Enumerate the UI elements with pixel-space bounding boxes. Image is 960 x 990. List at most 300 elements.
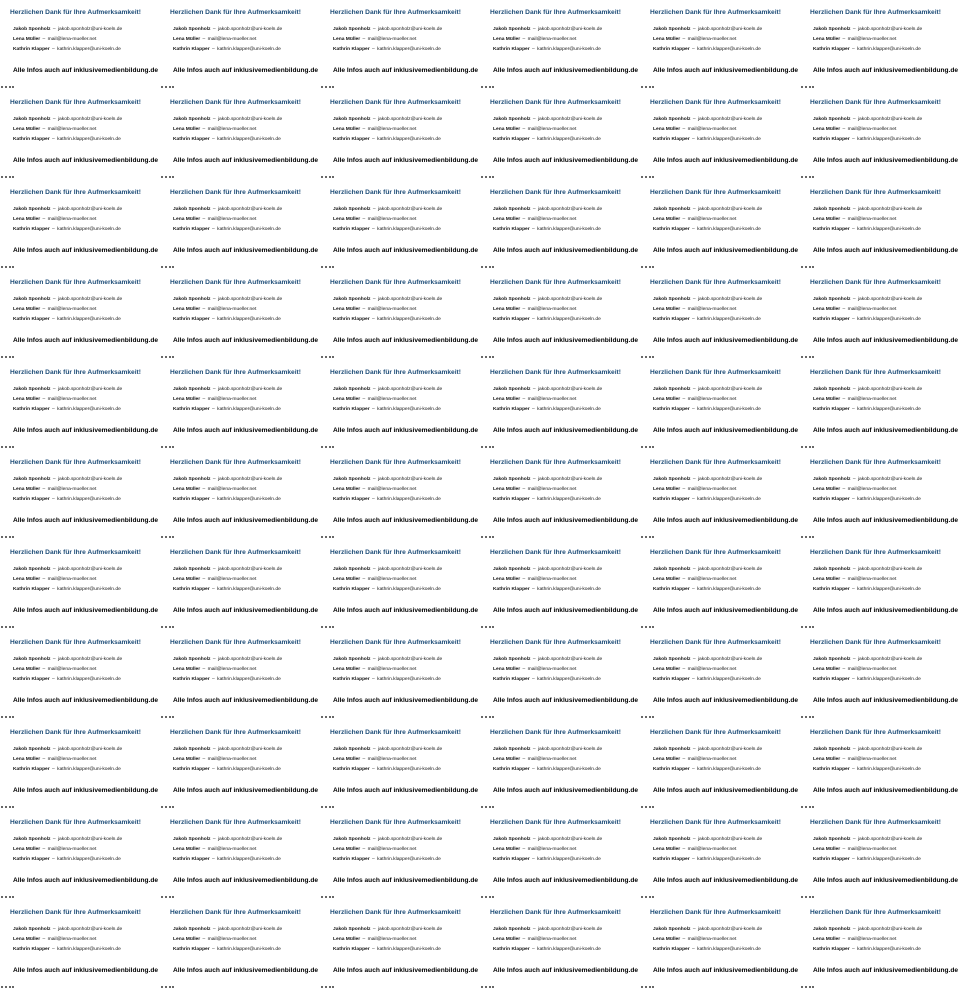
contact-name: Jakob Sponholz bbox=[493, 747, 531, 752]
contact-separator: – bbox=[531, 477, 537, 482]
slide-thumbnail[interactable] bbox=[160, 720, 320, 810]
slide-thumbnail[interactable] bbox=[160, 90, 320, 180]
slide-thumbnail[interactable] bbox=[0, 900, 160, 990]
slide-footer: Alle Infos auch auf inklusivemedienbildung.de bbox=[173, 607, 319, 614]
contact-name: Lena Müller bbox=[13, 937, 41, 942]
contact-name: Lena Müller bbox=[813, 307, 841, 312]
slide-title: Herzlichen Dank für Ihre Aufmerksamkeit! bbox=[490, 549, 621, 556]
contact-line bbox=[493, 677, 601, 682]
contact-line bbox=[813, 37, 896, 42]
contact-email: mail@lena-mueller.net bbox=[687, 37, 737, 42]
slide-footer: Alle Infos auch auf inklusivemedienbildung.de bbox=[653, 787, 799, 794]
contact-email: jakob.sponholz@uni-koeln.de bbox=[377, 27, 443, 32]
contact-separator: – bbox=[210, 497, 217, 502]
contact-line bbox=[493, 837, 602, 842]
contact-email: jakob.sponholz@uni-koeln.de bbox=[857, 747, 923, 752]
contact-separator: – bbox=[51, 657, 57, 662]
contact-line bbox=[13, 117, 122, 122]
contact-email: mail@lena-mueller.net bbox=[527, 307, 577, 312]
contact-separator: – bbox=[850, 227, 857, 232]
slide-title: Herzlichen Dank für Ihre Aufmerksamkeit! bbox=[170, 9, 301, 16]
contact-separator: – bbox=[691, 387, 697, 392]
contact-separator: – bbox=[201, 937, 207, 942]
slide-footer: Alle Infos auch auf inklusivemedienbildung.de bbox=[13, 787, 159, 794]
contact-email: kathrin.klapper@uni-koeln.de bbox=[57, 947, 121, 952]
contact-email: jakob.sponholz@uni-koeln.de bbox=[57, 747, 123, 752]
contact-email: jakob.sponholz@uni-koeln.de bbox=[57, 927, 123, 932]
slide-title: Herzlichen Dank für Ihre Aufmerksamkeit! bbox=[490, 279, 621, 286]
contact-separator: – bbox=[850, 947, 857, 952]
slide-thumbnail[interactable] bbox=[0, 720, 160, 810]
slide-title: Herzlichen Dank für Ihre Aufmerksamkeit! bbox=[810, 639, 941, 646]
contact-line bbox=[813, 487, 896, 492]
contact-email: kathrin.klapper@uni-koeln.de bbox=[697, 587, 761, 592]
contact-line bbox=[13, 487, 96, 492]
contact-email: mail@lena-mueller.net bbox=[47, 37, 97, 42]
contact-name: Kathrin Klapper bbox=[653, 227, 690, 232]
contact-separator: – bbox=[50, 227, 57, 232]
slide-footer: Alle Infos auch auf inklusivemedienbildung.de bbox=[813, 247, 959, 254]
contact-separator: – bbox=[361, 397, 367, 402]
slide-thumbnail[interactable] bbox=[800, 900, 960, 990]
contact-separator: – bbox=[50, 767, 57, 772]
contact-email: jakob.sponholz@uni-koeln.de bbox=[697, 747, 763, 752]
logo-icon bbox=[1, 266, 15, 268]
slide-thumbnail[interactable] bbox=[800, 720, 960, 810]
contact-name: Jakob Sponholz bbox=[13, 207, 51, 212]
contact-separator: – bbox=[210, 677, 217, 682]
contact-separator: – bbox=[691, 117, 697, 122]
logo-icon bbox=[641, 806, 655, 808]
slide-thumbnail[interactable] bbox=[480, 270, 640, 360]
contact-name: Lena Müller bbox=[493, 397, 521, 402]
contact-name: Lena Müller bbox=[653, 847, 681, 852]
slide-thumbnail[interactable] bbox=[320, 270, 480, 360]
contact-separator: – bbox=[530, 317, 537, 322]
contact-separator: – bbox=[41, 127, 47, 132]
slide-title: Herzlichen Dank für Ihre Aufmerksamkeit! bbox=[330, 189, 461, 196]
contact-email: kathrin.klapper@uni-koeln.de bbox=[377, 767, 441, 772]
slide-thumbnail[interactable] bbox=[0, 810, 160, 900]
slide-thumbnail[interactable] bbox=[0, 360, 160, 450]
logo-icon bbox=[161, 356, 175, 358]
slide-thumbnail[interactable] bbox=[800, 630, 960, 720]
contact-separator: – bbox=[841, 307, 847, 312]
slide-thumbnail[interactable] bbox=[320, 720, 480, 810]
contact-name: Kathrin Klapper bbox=[653, 767, 690, 772]
slide-title: Herzlichen Dank für Ihre Aufmerksamkeit! bbox=[490, 729, 621, 736]
slide-footer: Alle Infos auch auf inklusivemedienbildung.de bbox=[653, 157, 799, 164]
contact-separator: – bbox=[690, 47, 697, 52]
contact-name: Kathrin Klapper bbox=[493, 497, 530, 502]
contact-email: jakob.sponholz@uni-koeln.de bbox=[377, 747, 443, 752]
contact-line bbox=[13, 397, 96, 402]
contact-email: kathrin.klapper@uni-koeln.de bbox=[217, 767, 281, 772]
contact-separator: – bbox=[211, 837, 217, 842]
contact-line bbox=[653, 667, 736, 672]
contact-separator: – bbox=[691, 747, 697, 752]
contact-separator: – bbox=[211, 207, 217, 212]
contact-email: mail@lena-mueller.net bbox=[527, 487, 577, 492]
logo-icon bbox=[1, 986, 15, 988]
slide-thumbnail[interactable] bbox=[480, 540, 640, 630]
contact-name: Kathrin Klapper bbox=[813, 857, 850, 862]
logo-icon bbox=[161, 986, 175, 988]
contact-separator: – bbox=[850, 857, 857, 862]
slide-thumbnail[interactable] bbox=[320, 360, 480, 450]
slide-thumbnail[interactable] bbox=[640, 270, 800, 360]
contact-line bbox=[493, 477, 602, 482]
contact-separator: – bbox=[201, 847, 207, 852]
contact-name: Jakob Sponholz bbox=[13, 387, 51, 392]
contact-email: jakob.sponholz@uni-koeln.de bbox=[377, 117, 443, 122]
logo-icon bbox=[481, 896, 495, 898]
contact-name: Kathrin Klapper bbox=[813, 407, 850, 412]
contact-line bbox=[13, 757, 96, 762]
contact-line bbox=[173, 487, 256, 492]
contact-separator: – bbox=[531, 567, 537, 572]
contact-email: kathrin.klapper@uni-koeln.de bbox=[57, 227, 121, 232]
contact-name: Lena Müller bbox=[173, 937, 201, 942]
contact-email: kathrin.klapper@uni-koeln.de bbox=[697, 857, 761, 862]
contact-name: Lena Müller bbox=[653, 937, 681, 942]
slide-title: Herzlichen Dank für Ihre Aufmerksamkeit! bbox=[650, 99, 781, 106]
contact-line bbox=[333, 227, 441, 232]
contact-separator: – bbox=[41, 217, 47, 222]
contact-line bbox=[173, 847, 256, 852]
slide-thumbnail[interactable] bbox=[0, 450, 160, 540]
contact-separator: – bbox=[210, 47, 217, 52]
contact-line bbox=[333, 397, 416, 402]
slide-thumbnail[interactable] bbox=[320, 810, 480, 900]
contact-email: kathrin.klapper@uni-koeln.de bbox=[57, 407, 121, 412]
contact-name: Kathrin Klapper bbox=[653, 497, 690, 502]
contact-line bbox=[493, 317, 601, 322]
slide-thumbnail[interactable] bbox=[480, 900, 640, 990]
slide-thumbnail[interactable] bbox=[640, 360, 800, 450]
contact-separator: – bbox=[201, 397, 207, 402]
slide-thumbnail[interactable] bbox=[800, 810, 960, 900]
contact-line bbox=[813, 657, 922, 662]
slide-thumbnail[interactable] bbox=[320, 450, 480, 540]
contact-name: Jakob Sponholz bbox=[653, 27, 691, 32]
contact-email: kathrin.klapper@uni-koeln.de bbox=[537, 407, 601, 412]
slide-footer: Alle Infos auch auf inklusivemedienbildung.de bbox=[173, 787, 319, 794]
contact-separator: – bbox=[690, 587, 697, 592]
slide-footer: Alle Infos auch auf inklusivemedienbildung.de bbox=[333, 787, 479, 794]
slide-thumbnail[interactable] bbox=[320, 900, 480, 990]
contact-name: Jakob Sponholz bbox=[13, 927, 51, 932]
slide-thumbnail[interactable] bbox=[480, 720, 640, 810]
slide-thumbnail[interactable] bbox=[640, 90, 800, 180]
logo-icon bbox=[801, 176, 815, 178]
slide-thumbnail[interactable] bbox=[0, 630, 160, 720]
contact-email: kathrin.klapper@uni-koeln.de bbox=[537, 767, 601, 772]
slide-thumbnail[interactable] bbox=[640, 720, 800, 810]
contact-email: mail@lena-mueller.net bbox=[687, 757, 737, 762]
slide-thumbnail[interactable] bbox=[800, 450, 960, 540]
contact-email: mail@lena-mueller.net bbox=[847, 397, 897, 402]
contact-name: Lena Müller bbox=[13, 667, 41, 672]
slide-thumbnail[interactable] bbox=[160, 450, 320, 540]
contact-name: Lena Müller bbox=[333, 217, 361, 222]
slide-thumbnail[interactable] bbox=[0, 540, 160, 630]
slide-thumbnail[interactable] bbox=[160, 540, 320, 630]
contact-name: Jakob Sponholz bbox=[333, 297, 371, 302]
slide-thumbnail[interactable] bbox=[640, 630, 800, 720]
contact-separator: – bbox=[370, 497, 377, 502]
contact-name: Kathrin Klapper bbox=[13, 767, 50, 772]
contact-name: Kathrin Klapper bbox=[653, 677, 690, 682]
contact-line bbox=[13, 227, 121, 232]
slide-footer: Alle Infos auch auf inklusivemedienbildung.de bbox=[173, 697, 319, 704]
contact-line bbox=[813, 127, 896, 132]
contact-line bbox=[333, 307, 416, 312]
contact-separator: – bbox=[201, 217, 207, 222]
contact-name: Jakob Sponholz bbox=[493, 477, 531, 482]
contact-line bbox=[13, 857, 121, 862]
slide-thumbnail[interactable] bbox=[480, 630, 640, 720]
slide-thumbnail[interactable] bbox=[800, 90, 960, 180]
slide-footer: Alle Infos auch auf inklusivemedienbildung.de bbox=[653, 697, 799, 704]
contact-name: Jakob Sponholz bbox=[173, 657, 211, 662]
contact-separator: – bbox=[210, 407, 217, 412]
contact-separator: – bbox=[41, 667, 47, 672]
slide-thumbnail[interactable] bbox=[640, 450, 800, 540]
contact-name: Jakob Sponholz bbox=[813, 837, 851, 842]
contact-line bbox=[813, 677, 921, 682]
logo-icon bbox=[161, 446, 175, 448]
contact-separator: – bbox=[841, 127, 847, 132]
contact-email: mail@lena-mueller.net bbox=[207, 667, 257, 672]
slide-thumbnail[interactable] bbox=[800, 540, 960, 630]
slide-footer: Alle Infos auch auf inklusivemedienbildung.de bbox=[333, 967, 479, 974]
contact-email: mail@lena-mueller.net bbox=[847, 937, 897, 942]
slide-thumbnail[interactable] bbox=[640, 540, 800, 630]
contact-name: Kathrin Klapper bbox=[653, 137, 690, 142]
contact-email: kathrin.klapper@uni-koeln.de bbox=[377, 407, 441, 412]
contact-email: jakob.sponholz@uni-koeln.de bbox=[857, 387, 923, 392]
contact-name: Kathrin Klapper bbox=[813, 767, 850, 772]
contact-separator: – bbox=[530, 407, 537, 412]
contact-email: mail@lena-mueller.net bbox=[47, 667, 97, 672]
contact-name: Jakob Sponholz bbox=[173, 747, 211, 752]
logo-icon bbox=[321, 266, 335, 268]
contact-line bbox=[813, 407, 921, 412]
contact-email: jakob.sponholz@uni-koeln.de bbox=[377, 297, 443, 302]
slide-thumbnail[interactable] bbox=[320, 180, 480, 270]
slide-footer: Alle Infos auch auf inklusivemedienbildung.de bbox=[813, 517, 959, 524]
slide-title: Herzlichen Dank für Ihre Aufmerksamkeit! bbox=[490, 189, 621, 196]
slide-title: Herzlichen Dank für Ihre Aufmerksamkeit! bbox=[650, 279, 781, 286]
slide-footer: Alle Infos auch auf inklusivemedienbildung.de bbox=[173, 337, 319, 344]
contact-separator: – bbox=[211, 567, 217, 572]
contact-email: kathrin.klapper@uni-koeln.de bbox=[57, 497, 121, 502]
contact-name: Jakob Sponholz bbox=[333, 117, 371, 122]
contact-email: jakob.sponholz@uni-koeln.de bbox=[697, 297, 763, 302]
slide-footer: Alle Infos auch auf inklusivemedienbildung.de bbox=[493, 247, 639, 254]
contact-email: mail@lena-mueller.net bbox=[47, 847, 97, 852]
contact-line bbox=[333, 47, 441, 52]
contact-email: mail@lena-mueller.net bbox=[367, 847, 417, 852]
contact-name: Kathrin Klapper bbox=[493, 47, 530, 52]
contact-line bbox=[653, 677, 761, 682]
slide-thumbnail[interactable] bbox=[160, 180, 320, 270]
slide-thumbnail[interactable] bbox=[160, 810, 320, 900]
slide-footer: Alle Infos auch auf inklusivemedienbildung.de bbox=[173, 517, 319, 524]
logo-icon bbox=[161, 536, 175, 538]
slide-thumbnail[interactable] bbox=[480, 180, 640, 270]
contact-email: jakob.sponholz@uni-koeln.de bbox=[857, 297, 923, 302]
slide-title: Herzlichen Dank für Ihre Aufmerksamkeit! bbox=[170, 279, 301, 286]
contact-name: Jakob Sponholz bbox=[493, 207, 531, 212]
slide-footer: Alle Infos auch auf inklusivemedienbildung.de bbox=[813, 787, 959, 794]
slide-footer: Alle Infos auch auf inklusivemedienbildung.de bbox=[493, 157, 639, 164]
slide-footer: Alle Infos auch auf inklusivemedienbildung.de bbox=[813, 967, 959, 974]
contact-line bbox=[813, 857, 921, 862]
contact-name: Jakob Sponholz bbox=[173, 297, 211, 302]
slide-thumbnail[interactable] bbox=[480, 0, 640, 90]
slide-title: Herzlichen Dank für Ihre Aufmerksamkeit! bbox=[330, 549, 461, 556]
slide-thumbnail[interactable] bbox=[160, 900, 320, 990]
contact-separator: – bbox=[51, 927, 57, 932]
contact-line bbox=[653, 577, 736, 582]
contact-separator: – bbox=[210, 767, 217, 772]
contact-line bbox=[653, 127, 736, 132]
slide-title: Herzlichen Dank für Ihre Aufmerksamkeit! bbox=[810, 549, 941, 556]
logo-icon bbox=[641, 446, 655, 448]
logo-icon bbox=[641, 536, 655, 538]
slide-thumbnail[interactable] bbox=[0, 90, 160, 180]
contact-email: mail@lena-mueller.net bbox=[527, 667, 577, 672]
contact-name: Kathrin Klapper bbox=[13, 317, 50, 322]
contact-name: Lena Müller bbox=[173, 127, 201, 132]
contact-separator: – bbox=[691, 27, 697, 32]
slide-title: Herzlichen Dank für Ihre Aufmerksamkeit! bbox=[330, 279, 461, 286]
contact-email: mail@lena-mueller.net bbox=[687, 667, 737, 672]
slide-thumbnail[interactable] bbox=[160, 630, 320, 720]
contact-line bbox=[653, 937, 736, 942]
contact-name: Lena Müller bbox=[813, 217, 841, 222]
slide-thumbnail[interactable] bbox=[320, 90, 480, 180]
logo-icon bbox=[641, 896, 655, 898]
logo-icon bbox=[161, 176, 175, 178]
contact-email: mail@lena-mueller.net bbox=[847, 37, 897, 42]
slide-thumbnail[interactable] bbox=[640, 0, 800, 90]
contact-separator: – bbox=[51, 567, 57, 572]
slide-thumbnail[interactable] bbox=[640, 180, 800, 270]
contact-name: Lena Müller bbox=[333, 757, 361, 762]
slide-thumbnail[interactable] bbox=[0, 270, 160, 360]
contact-name: Kathrin Klapper bbox=[493, 407, 530, 412]
contact-separator: – bbox=[531, 747, 537, 752]
contact-line bbox=[493, 847, 576, 852]
logo-icon bbox=[801, 446, 815, 448]
contact-line bbox=[813, 947, 921, 952]
slide-thumbnail[interactable] bbox=[320, 0, 480, 90]
contact-line bbox=[653, 857, 761, 862]
slide-thumbnail[interactable] bbox=[160, 270, 320, 360]
contact-separator: – bbox=[211, 297, 217, 302]
slide-thumbnail[interactable] bbox=[320, 630, 480, 720]
slide-thumbnail[interactable] bbox=[640, 900, 800, 990]
contact-email: mail@lena-mueller.net bbox=[847, 757, 897, 762]
contact-email: kathrin.klapper@uni-koeln.de bbox=[217, 947, 281, 952]
slide-thumbnail[interactable] bbox=[0, 180, 160, 270]
slide-thumbnail[interactable] bbox=[480, 810, 640, 900]
contact-name: Lena Müller bbox=[13, 397, 41, 402]
contact-separator: – bbox=[841, 577, 847, 582]
contact-name: Lena Müller bbox=[813, 757, 841, 762]
contact-email: mail@lena-mueller.net bbox=[687, 307, 737, 312]
contact-name: Jakob Sponholz bbox=[173, 927, 211, 932]
slide-thumbnail[interactable] bbox=[800, 360, 960, 450]
slide-title: Herzlichen Dank für Ihre Aufmerksamkeit! bbox=[810, 99, 941, 106]
contact-line bbox=[653, 117, 762, 122]
contact-line bbox=[653, 477, 762, 482]
contact-name: Kathrin Klapper bbox=[493, 227, 530, 232]
contact-line bbox=[813, 387, 922, 392]
contact-email: jakob.sponholz@uni-koeln.de bbox=[217, 747, 283, 752]
slide-thumbnail[interactable] bbox=[800, 180, 960, 270]
contact-line bbox=[13, 567, 122, 572]
logo-icon bbox=[321, 86, 335, 88]
slide-thumbnail[interactable] bbox=[800, 0, 960, 90]
slide-thumbnail[interactable] bbox=[800, 270, 960, 360]
contact-email: mail@lena-mueller.net bbox=[47, 217, 97, 222]
contact-separator: – bbox=[690, 317, 697, 322]
contact-line bbox=[653, 397, 736, 402]
contact-line bbox=[333, 297, 442, 302]
contact-separator: – bbox=[201, 37, 207, 42]
slide-thumbnail[interactable] bbox=[320, 540, 480, 630]
contact-name: Lena Müller bbox=[813, 487, 841, 492]
contact-email: jakob.sponholz@uni-koeln.de bbox=[697, 27, 763, 32]
contact-name: Jakob Sponholz bbox=[333, 207, 371, 212]
slide-thumbnail[interactable] bbox=[640, 810, 800, 900]
contact-line bbox=[13, 127, 96, 132]
slide-thumbnail[interactable] bbox=[160, 360, 320, 450]
slide-title: Herzlichen Dank für Ihre Aufmerksamkeit! bbox=[330, 729, 461, 736]
slide-thumbnail[interactable] bbox=[480, 90, 640, 180]
contact-line bbox=[13, 387, 122, 392]
contact-email: jakob.sponholz@uni-koeln.de bbox=[697, 657, 763, 662]
contact-separator: – bbox=[50, 677, 57, 682]
contact-name: Kathrin Klapper bbox=[173, 857, 210, 862]
contact-separator: – bbox=[521, 397, 527, 402]
contact-name: Lena Müller bbox=[173, 307, 201, 312]
contact-email: mail@lena-mueller.net bbox=[687, 127, 737, 132]
contact-separator: – bbox=[361, 667, 367, 672]
contact-separator: – bbox=[51, 207, 57, 212]
contact-name: Lena Müller bbox=[493, 307, 521, 312]
slide-thumbnail[interactable] bbox=[480, 450, 640, 540]
slide-footer: Alle Infos auch auf inklusivemedienbildung.de bbox=[813, 67, 959, 74]
contact-separator: – bbox=[50, 47, 57, 52]
slide-thumbnail[interactable] bbox=[480, 360, 640, 450]
contact-line bbox=[493, 947, 601, 952]
slide-title: Herzlichen Dank für Ihre Aufmerksamkeit! bbox=[810, 279, 941, 286]
slide-thumbnail[interactable] bbox=[0, 0, 160, 90]
contact-name: Lena Müller bbox=[333, 847, 361, 852]
slide-thumbnail[interactable] bbox=[160, 0, 320, 90]
contact-email: kathrin.klapper@uni-koeln.de bbox=[217, 407, 281, 412]
contact-name: Kathrin Klapper bbox=[173, 497, 210, 502]
logo-icon bbox=[161, 896, 175, 898]
contact-separator: – bbox=[841, 757, 847, 762]
contact-name: Jakob Sponholz bbox=[653, 387, 691, 392]
contact-name: Kathrin Klapper bbox=[333, 407, 370, 412]
